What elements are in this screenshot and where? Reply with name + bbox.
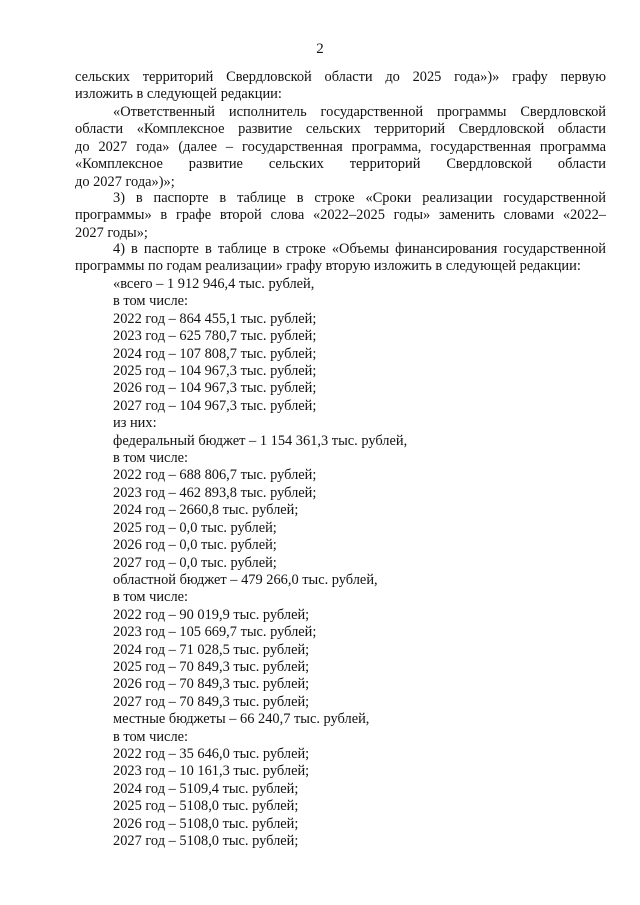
item-4-paragraph	[75, 241, 606, 276]
item-3-paragraph	[75, 190, 606, 242]
funding-line: 2027 год – 0,0 тыс. рублей;	[113, 554, 277, 571]
item-3-line-2: программы» в графе второй слова «2022–2025 годы» заменить словами «2022–	[75, 207, 606, 224]
funding-line: 2025 год – 70 849,3 тыс. рублей;	[113, 658, 310, 675]
funding-line: из них:	[113, 415, 157, 432]
funding-line: в том числе:	[113, 589, 189, 606]
funding-line: 2027 год – 70 849,3 тыс. рублей;	[113, 693, 310, 710]
quote-line-2: области «Комплексное развитие сельских территорий Свердловской области	[75, 121, 606, 138]
funding-line: 2026 год – 70 849,3 тыс. рублей;	[113, 676, 310, 693]
funding-line: 2024 год – 5109,4 тыс. рублей;	[113, 780, 299, 797]
funding-line: 2022 год – 864 455,1 тыс. рублей;	[113, 310, 317, 327]
funding-line: в том числе:	[113, 728, 189, 745]
funding-line: 2022 год – 35 646,0 тыс. рублей;	[113, 745, 310, 762]
intro-line-2: изложить в следующей редакции:	[75, 86, 282, 103]
funding-list	[113, 276, 573, 850]
funding-line: «всего – 1 912 946,4 тыс. рублей,	[113, 276, 315, 292]
intro-line-1: сельских территорий Свердловской области до 2025 года»)» графу первую	[75, 69, 606, 85]
item-3-line-3: 2027 годы»;	[75, 224, 148, 241]
funding-line: 2025 год – 0,0 тыс. рублей;	[113, 519, 277, 536]
quote-line-3: до 2027 года» (далее – государственная программа, государственная программа	[75, 138, 606, 155]
funding-line: областной бюджет – 479 266,0 тыс. рублей,	[113, 571, 378, 588]
funding-line: 2027 год – 104 967,3 тыс. рублей;	[113, 397, 317, 414]
funding-line: 2024 год – 2660,8 тыс. рублей;	[113, 502, 299, 519]
funding-line: 2025 год – 5108,0 тыс. рублей;	[113, 798, 299, 815]
item-3-line-1: 3) в паспорте в таблице в строке «Сроки реализации государственной	[113, 190, 606, 206]
quote-paragraph	[75, 104, 606, 191]
funding-line: 2023 год – 10 161,3 тыс. рублей;	[113, 763, 310, 780]
funding-line: 2027 год – 5108,0 тыс. рублей;	[113, 833, 299, 849]
funding-line: 2026 год – 0,0 тыс. рублей;	[113, 537, 277, 554]
funding-line: 2022 год – 90 019,9 тыс. рублей;	[113, 606, 310, 623]
page-number: 2	[316, 41, 324, 57]
intro-paragraph	[75, 69, 606, 104]
funding-line: 2024 год – 107 808,7 тыс. рублей;	[113, 345, 317, 362]
quote-line-4: «Комплексное развитие сельских территорий Свердловской области	[75, 156, 606, 173]
funding-line: в том числе:	[113, 450, 189, 467]
funding-line: 2026 год – 104 967,3 тыс. рублей;	[113, 380, 317, 397]
funding-line: местные бюджеты – 66 240,7 тыс. рублей,	[113, 711, 370, 728]
funding-line: 2023 год – 462 893,8 тыс. рублей;	[113, 484, 317, 501]
funding-line: 2025 год – 104 967,3 тыс. рублей;	[113, 363, 317, 380]
funding-line: 2026 год – 5108,0 тыс. рублей;	[113, 815, 299, 832]
funding-line: 2022 год – 688 806,7 тыс. рублей;	[113, 467, 317, 484]
funding-line: в том числе:	[113, 293, 189, 310]
funding-line: 2024 год – 71 028,5 тыс. рублей;	[113, 641, 310, 658]
item-4-line-1: 4) в паспорте в таблице в строке «Объемы финансирования государственной	[113, 241, 606, 257]
funding-line: федеральный бюджет – 1 154 361,3 тыс. рублей,	[113, 432, 408, 449]
item-4-line-2: программы по годам реализации» графу вторую изложить в следующей редакции:	[75, 258, 581, 275]
quote-line-1: «Ответственный исполнитель государственной программы Свердловской	[113, 104, 606, 120]
funding-line: 2023 год – 625 780,7 тыс. рублей;	[113, 328, 317, 345]
funding-line: 2023 год – 105 669,7 тыс. рублей;	[113, 624, 317, 641]
quote-line-5: до 2027 года»)»;	[75, 173, 175, 190]
